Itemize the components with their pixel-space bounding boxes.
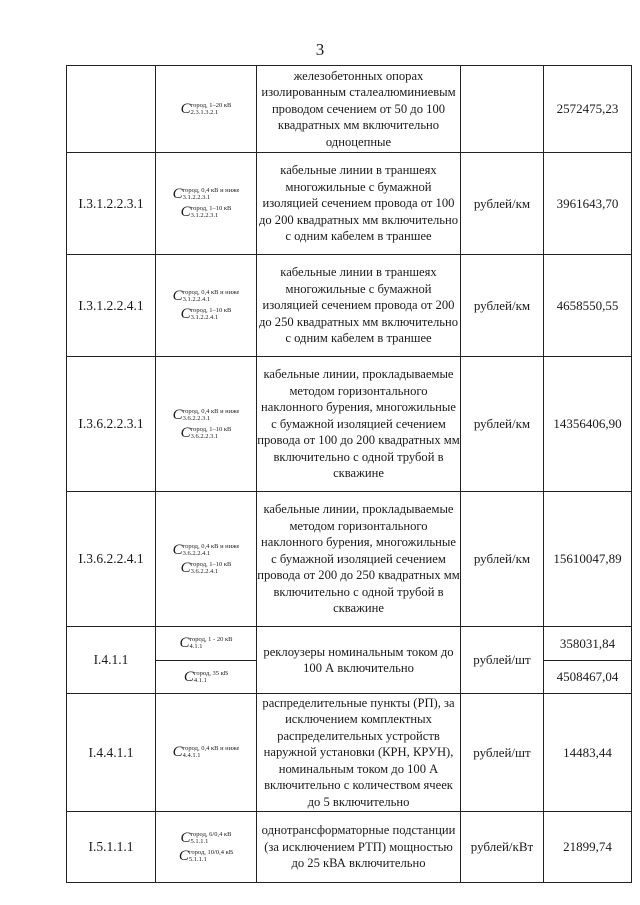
table-row — [67, 812, 632, 883]
table-row — [67, 357, 632, 492]
table-row — [67, 66, 632, 153]
formula: C город, 0,4 кВ и ниже 3.6.2.2.4.1 — [172, 541, 240, 558]
formula-subscript: 3.6.2.2.4.1 — [190, 567, 219, 575]
row-value: 14483,44 — [544, 694, 632, 812]
table-row — [67, 627, 632, 661]
formula-subscript: 2.3.1.3.2.1 — [190, 108, 219, 116]
table-row — [67, 153, 632, 255]
formula-subscript: 5.1.1.1 — [188, 855, 207, 863]
row-description: кабельные линии в траншеях многожильные с бумажной изоляцией сечением провода от 200 до 250 квадратных мм включительно с одним кабелем в траншее — [257, 255, 461, 357]
row-code: I.5.1.1.1 — [67, 812, 156, 883]
row-code: I.4.1.1 — [67, 627, 156, 694]
formula-subscript: 3.6.2.2.3.1 — [182, 414, 211, 422]
formula: C город, 1 - 20 кВ 4.1.1 — [179, 635, 233, 651]
row-description: реклоузеры номинальным током до 100 А включительно — [257, 627, 461, 694]
formula-subscript: 3.6.2.2.4.1 — [182, 549, 211, 557]
formula-superscript: город, 0,4 кВ и ниже — [182, 745, 240, 752]
row-formula-cell — [156, 661, 257, 694]
row-description: кабельные линии, прокладываемые методом горизонтального наклонного бурения, многожильные с бумажной изоляцией сечением провода от 200 до 250 квадратных мм включительно с одной трубой в скважине — [257, 492, 461, 627]
row-unit: рублей/км — [461, 153, 544, 255]
row-code: I.3.6.2.2.4.1 — [67, 492, 156, 627]
row-value: 2572475,23 — [544, 66, 632, 153]
formula: C город, 10/0,4 кВ 5.1.1.1 — [178, 847, 234, 864]
formula: C город, 1–10 кВ 3.6.2.2.4.1 — [180, 559, 232, 576]
formula-subscript: 3.1.2.2.3.1 — [182, 194, 211, 201]
table-row — [67, 492, 632, 627]
formula: C город, 1–10 кВ 3.1.2.2.3.1 — [180, 204, 232, 220]
tariff-table — [66, 65, 632, 883]
row-value: 21899,74 — [544, 812, 632, 883]
formula-superscript: город, 0,4 кВ и ниже — [182, 187, 240, 194]
table-row — [67, 255, 632, 357]
row-value: 15610047,89 — [544, 492, 632, 627]
formula-subscript: 5.1.1.1 — [190, 837, 209, 845]
row-code: I.3.1.2.2.3.1 — [67, 153, 156, 255]
row-formula-cell — [156, 492, 257, 627]
row-value: 358031,84 — [544, 627, 632, 661]
formula: C город, 0,4 кВ и ниже 3.6.2.2.3.1 — [172, 406, 240, 423]
table-row — [67, 694, 632, 812]
row-value: 4658550,55 — [544, 255, 632, 357]
formula-superscript: город, 1–10 кВ — [190, 425, 232, 433]
formula-superscript: город, 1–10 кВ — [190, 205, 232, 212]
row-description: распределительные пункты (РП), за исключением комплектных распределительных устройств наружной установки (КРН, КРУН), номинальным током до 100 А включительно с количеством ячеек до 5 включительно — [257, 694, 461, 812]
row-formula-cell — [156, 255, 257, 357]
formula: C город, 6/0,4 кВ 5.1.1.1 — [180, 829, 232, 846]
row-unit: рублей/км — [461, 255, 544, 357]
formula: C город, 0,4 кВ и ниже 4.4.1.1 — [172, 744, 240, 760]
row-unit: рублей/шт — [461, 694, 544, 812]
formula-superscript: город, 0,4 кВ и ниже — [182, 407, 240, 415]
row-unit: рублей/кВт — [461, 812, 544, 883]
row-formula-cell — [156, 357, 257, 492]
formula-subscript: 3.1.2.2.4.1 — [190, 314, 219, 321]
row-description: железобетонных опорах изолированным сталеалюминиевым проводом сечением от 50 до 100 квадратных мм включительно одноцепные — [257, 66, 461, 153]
formula: C город, 0,4 кВ и ниже 3.1.2.2.3.1 — [172, 186, 240, 202]
row-formula-cell — [156, 153, 257, 255]
formula-superscript: город, 1–10 кВ — [190, 560, 232, 568]
formula-superscript: город, 0,4 кВ и ниже — [182, 542, 240, 550]
row-unit: рублей/км — [461, 492, 544, 627]
row-unit: рублей/шт — [461, 627, 544, 694]
formula-superscript: город, 0,4 кВ и ниже — [182, 289, 240, 296]
formula: C город, 0,4 кВ и ниже 3.1.2.2.4.1 — [172, 288, 240, 304]
formula-superscript: город, 1 - 20 кВ — [189, 636, 233, 643]
formula-superscript: город, 1–10 кВ — [190, 307, 232, 314]
formula: C город, 1–10 кВ 3.6.2.2.3.1 — [180, 424, 232, 441]
row-description: кабельные линии, прокладываемые методом горизонтального наклонного бурения, многожильные с бумажной изоляцией сечением провода от 100 до 200 квадратных мм включительно с одной трубой в скважине — [257, 357, 461, 492]
row-formula-cell — [156, 627, 257, 661]
formula-superscript: город, 1–20 кВ — [190, 101, 232, 109]
formula-superscript: город, 35 кВ — [193, 669, 229, 677]
formula: C город, 35 кВ 4.1.1 — [183, 668, 229, 685]
formula: C город, 1–20 кВ 2.3.1.3.2.1 — [180, 100, 232, 117]
row-value: 4508467,04 — [544, 661, 632, 694]
formula-superscript: город, 10/0,4 кВ — [188, 848, 234, 856]
formula-subscript: 4.1.1 — [189, 643, 203, 650]
row-code: I.3.6.2.2.3.1 — [67, 357, 156, 492]
row-value: 3961643,70 — [544, 153, 632, 255]
row-description: кабельные линии в траншеях многожильные с бумажной изоляцией сечением провода от 100 до 200 квадратных мм включительно с одним кабелем в траншее — [257, 153, 461, 255]
formula-superscript: город, 6/0,4 кВ — [190, 830, 232, 838]
formula-subscript: 4.4.1.1 — [182, 752, 201, 759]
row-formula-cell — [156, 694, 257, 812]
row-formula-cell — [156, 66, 257, 153]
row-code — [67, 66, 156, 153]
formula-subscript: 3.1.2.2.3.1 — [190, 212, 219, 219]
row-unit — [461, 66, 544, 153]
row-code: I.4.4.1.1 — [67, 694, 156, 812]
formula: C город, 1–10 кВ 3.1.2.2.4.1 — [180, 306, 232, 322]
formula-subscript: 3.6.2.2.3.1 — [190, 432, 219, 440]
row-description: однотрансформаторные подстанции (за исключением РТП) мощностью до 25 кВА включительно — [257, 812, 461, 883]
row-formula-cell — [156, 812, 257, 883]
row-unit: рублей/км — [461, 357, 544, 492]
row-value: 14356406,90 — [544, 357, 632, 492]
page-number: 3 — [315, 40, 325, 59]
formula-subscript: 4.1.1 — [193, 676, 207, 684]
row-code: I.3.1.2.2.4.1 — [67, 255, 156, 357]
formula-subscript: 3.1.2.2.4.1 — [182, 296, 211, 303]
